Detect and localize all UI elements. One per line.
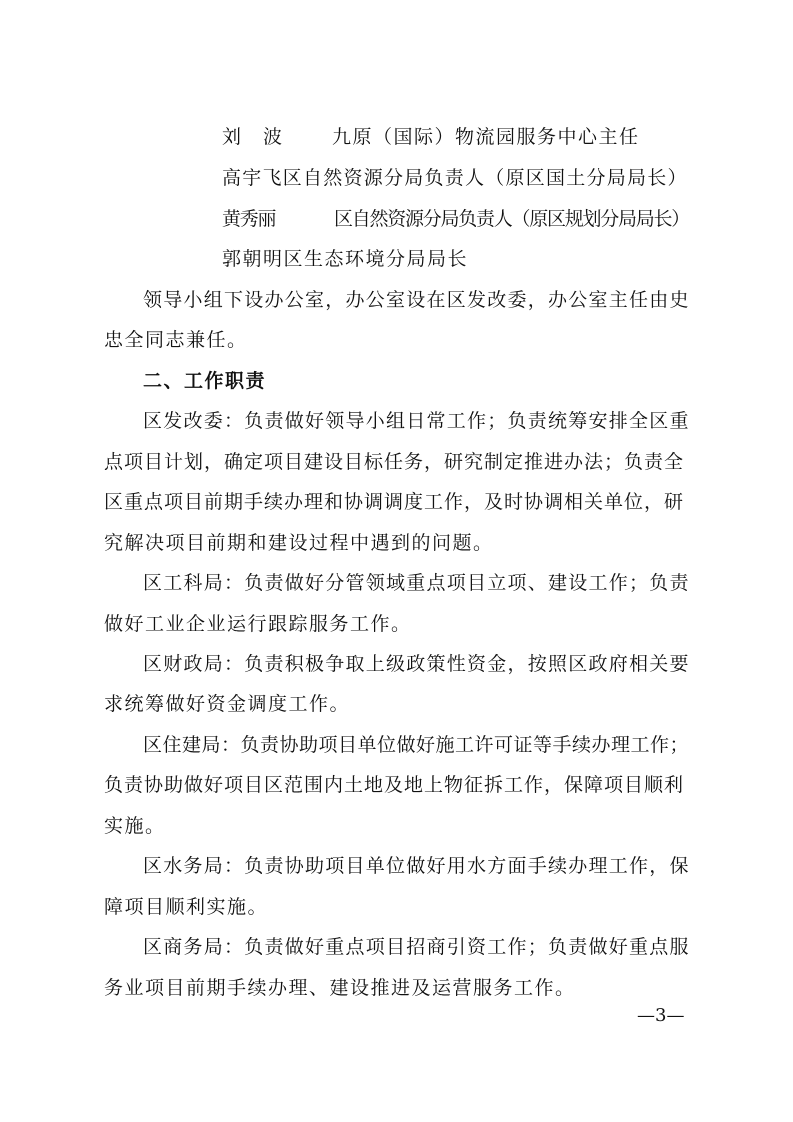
duty-fagaiwei-line-2: 点项目计划，确定项目建设目标任务，研究制定推进办法；负责全: [104, 451, 685, 473]
office-paragraph-line-1: 领导小组下设办公室，办公室设在区发改委，办公室主任由史: [143, 289, 690, 311]
duty-caizhengju-line-1: 区财政局：负责积极争取上级政策性资金，按照区政府相关要: [143, 653, 690, 675]
duty-caizhengju-line-2: 求统筹做好资金调度工作。: [104, 693, 351, 715]
member-line-liu: [222, 124, 640, 150]
page-number: —3—: [637, 1005, 685, 1026]
duty-gongkeju-line-1: 区工科局：负责做好分管领域重点项目立项、建设工作；负责: [143, 572, 690, 594]
section-heading: 二、工作职责: [143, 370, 267, 392]
duty-fagaiwei-line-4: 究解决项目前期和建设过程中遇到的问题。: [104, 532, 494, 554]
duty-shangwuju-line-2: 务业项目前期手续办理、建设推进及运营服务工作。: [104, 977, 576, 999]
duty-zhujianju-line-2: 负责协助做好项目区范围内土地及地上物征拆工作，保障项目顺利: [104, 774, 685, 796]
member-line-gao: 高宇飞区自然资源分局负责人（原区国土分局局长）: [222, 167, 688, 189]
member-name: 黄秀丽: [222, 208, 276, 230]
duty-gongkeju-line-2: 做好工业企业运行跟踪服务工作。: [104, 613, 412, 635]
member-name: 刘 波: [222, 126, 284, 148]
duty-shuiwuju-line-2: 障项目顺利实施。: [104, 896, 269, 918]
member-line-huang: [222, 206, 689, 232]
member-line-guo: 郭朝明区生态环境分局局长: [222, 248, 469, 270]
member-title: 九原（国际）物流园服务中心主任: [332, 126, 640, 148]
member-title: 区自然资源分局负责人（原区规划分局局长）: [334, 208, 690, 230]
duty-fagaiwei-line-1: 区发改委：负责做好领导小组日常工作；负责统筹安排全区重: [143, 410, 690, 432]
duty-zhujianju-line-3: 实施。: [104, 815, 166, 837]
duty-fagaiwei-line-3: 区重点项目前期手续办理和协调调度工作，及时协调相关单位，研: [104, 491, 685, 513]
office-paragraph-line-2: 忠全同志兼任。: [104, 329, 248, 351]
duty-shangwuju-line-1: 区商务局：负责做好重点项目招商引资工作；负责做好重点服: [143, 936, 690, 958]
duty-shuiwuju-line-1: 区水务局：负责协助项目单位做好用水方面手续办理工作，保: [143, 855, 690, 877]
duty-zhujianju-line-1: 区住建局：负责协助项目单位做好施工许可证等手续办理工作；: [143, 734, 690, 756]
